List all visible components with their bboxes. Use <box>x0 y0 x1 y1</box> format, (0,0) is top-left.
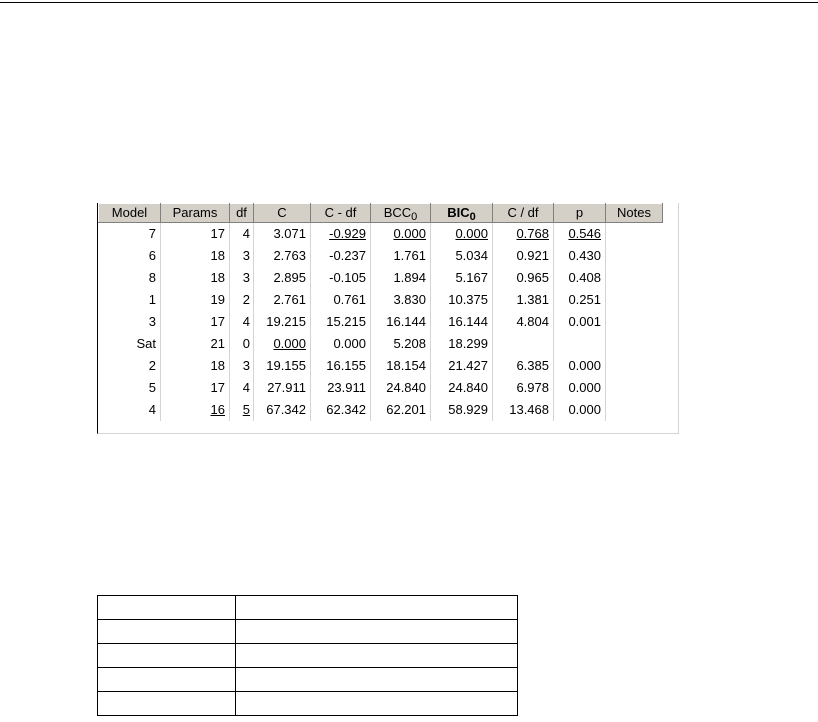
table-row[interactable] <box>99 333 663 355</box>
best-value-marker: 0.000 <box>393 225 426 241</box>
cell-model: 7 <box>99 223 161 245</box>
column-header-subscript: 0 <box>411 211 418 223</box>
table-row[interactable] <box>99 399 663 421</box>
column-header-c_df[interactable] <box>311 204 371 223</box>
cell-model: 1 <box>99 289 161 311</box>
cell-df <box>230 399 254 421</box>
table-row[interactable] <box>99 245 663 267</box>
cell-bic: 24.840 <box>431 377 493 399</box>
table-row[interactable] <box>99 267 663 289</box>
best-value-marker: 0.000 <box>273 335 306 351</box>
cell-model: 5 <box>99 377 161 399</box>
cell-c_over_df: 0.921 <box>493 245 554 267</box>
cell-c_over_df <box>493 223 554 245</box>
column-header-label: Model <box>111 205 148 220</box>
column-header-label: p <box>575 205 584 220</box>
best-value-marker: 5 <box>242 401 250 417</box>
column-header-params[interactable] <box>161 204 230 223</box>
cell-df: 2 <box>230 289 254 311</box>
top-rule <box>0 2 818 3</box>
cell-df: 3 <box>230 245 254 267</box>
cell-params <box>161 399 230 421</box>
column-header-label: Notes <box>617 205 651 220</box>
cell-df: 4 <box>230 311 254 333</box>
cell-bcc: 1.894 <box>371 267 431 289</box>
cell-bcc: 5.208 <box>371 333 431 355</box>
cell-c_df <box>311 223 371 245</box>
column-header-subscript: 0 <box>469 211 476 223</box>
cell-df: 4 <box>230 377 254 399</box>
cell-params: 21 <box>161 333 230 355</box>
cell-c: 3.071 <box>254 223 311 245</box>
column-header-bcc[interactable] <box>371 204 431 223</box>
cell-c_df: -0.237 <box>311 245 371 267</box>
cell-bic: 21.427 <box>431 355 493 377</box>
model-comparison-table <box>98 203 663 421</box>
blank-table-row <box>98 620 518 644</box>
blank-table-row <box>98 692 518 716</box>
cell-c_over_df: 6.978 <box>493 377 554 399</box>
cell-bic: 58.929 <box>431 399 493 421</box>
cell-bcc: 1.761 <box>371 245 431 267</box>
column-header-p[interactable] <box>554 204 606 223</box>
cell-notes <box>606 333 663 355</box>
table-row[interactable] <box>99 311 663 333</box>
column-header-label: Params <box>172 205 218 220</box>
cell-p: 0.000 <box>554 399 606 421</box>
cell-c_over_df <box>493 333 554 355</box>
cell-bcc: 24.840 <box>371 377 431 399</box>
cell-p: 0.251 <box>554 289 606 311</box>
model-comparison-grid <box>97 203 679 434</box>
cell-p: 0.000 <box>554 355 606 377</box>
column-header-bic[interactable] <box>431 204 493 223</box>
cell-c_over_df: 4.804 <box>493 311 554 333</box>
cell-bic: 5.167 <box>431 267 493 289</box>
cell-df: 3 <box>230 267 254 289</box>
cell-params: 18 <box>161 267 230 289</box>
cell-model: Sat <box>99 333 161 355</box>
cell-bic <box>431 223 493 245</box>
cell-notes <box>606 289 663 311</box>
cell-params: 19 <box>161 289 230 311</box>
column-header-c_over_df[interactable] <box>493 204 554 223</box>
cell-params: 18 <box>161 245 230 267</box>
cell-c_over_df: 6.385 <box>493 355 554 377</box>
blank-table-cell <box>236 692 518 716</box>
blank-table-cell <box>236 644 518 668</box>
cell-c_df: 16.155 <box>311 355 371 377</box>
cell-bcc <box>371 223 431 245</box>
cell-model: 6 <box>99 245 161 267</box>
best-value-marker: 0.546 <box>568 225 601 241</box>
blank-table <box>97 595 518 716</box>
column-header-label: BIC <box>447 205 470 220</box>
cell-model: 4 <box>99 399 161 421</box>
cell-bic: 5.034 <box>431 245 493 267</box>
cell-params: 18 <box>161 355 230 377</box>
cell-notes <box>606 355 663 377</box>
blank-table-row <box>98 668 518 692</box>
grid-body <box>99 223 663 421</box>
cell-df: 0 <box>230 333 254 355</box>
cell-p: 0.000 <box>554 377 606 399</box>
cell-model: 2 <box>99 355 161 377</box>
cell-c_df: 15.215 <box>311 311 371 333</box>
best-value-marker: 0.768 <box>516 225 549 241</box>
cell-c_over_df: 1.381 <box>493 289 554 311</box>
cell-c_df: 0.761 <box>311 289 371 311</box>
cell-c <box>254 333 311 355</box>
best-value-marker: 16 <box>210 401 225 417</box>
column-header-label: df <box>236 205 247 220</box>
grid-header-row <box>99 204 663 223</box>
column-header-label: C / df <box>507 205 539 220</box>
blank-table-body <box>98 596 518 716</box>
cell-c: 67.342 <box>254 399 311 421</box>
cell-p: 0.001 <box>554 311 606 333</box>
cell-notes <box>606 267 663 289</box>
column-header-label: BCC <box>383 205 412 220</box>
blank-table-cell <box>98 668 236 692</box>
best-value-marker: -0.929 <box>329 225 366 241</box>
cell-bcc: 18.154 <box>371 355 431 377</box>
cell-c: 2.761 <box>254 289 311 311</box>
blank-table-cell <box>98 692 236 716</box>
column-header-df[interactable] <box>230 204 254 223</box>
cell-c_df: 23.911 <box>311 377 371 399</box>
blank-table-cell <box>236 620 518 644</box>
cell-notes <box>606 399 663 421</box>
cell-model: 8 <box>99 267 161 289</box>
cell-p: 0.430 <box>554 245 606 267</box>
cell-params: 17 <box>161 377 230 399</box>
cell-notes <box>606 311 663 333</box>
cell-p <box>554 333 606 355</box>
cell-bic: 10.375 <box>431 289 493 311</box>
table-row[interactable] <box>99 377 663 399</box>
cell-params: 17 <box>161 223 230 245</box>
blank-table-cell <box>236 668 518 692</box>
cell-notes <box>606 245 663 267</box>
cell-c: 19.215 <box>254 311 311 333</box>
cell-bic: 18.299 <box>431 333 493 355</box>
cell-c_over_df: 13.468 <box>493 399 554 421</box>
blank-table-row <box>98 644 518 668</box>
table-row[interactable] <box>99 289 663 311</box>
cell-p <box>554 223 606 245</box>
cell-bcc: 3.830 <box>371 289 431 311</box>
blank-table-cell <box>98 644 236 668</box>
column-header-c[interactable] <box>254 204 311 223</box>
cell-notes <box>606 377 663 399</box>
cell-c: 19.155 <box>254 355 311 377</box>
cell-p: 0.408 <box>554 267 606 289</box>
table-row[interactable] <box>99 223 663 245</box>
column-header-label: C <box>277 205 287 220</box>
table-row[interactable] <box>99 355 663 377</box>
cell-c_df: -0.105 <box>311 267 371 289</box>
column-header-model[interactable] <box>99 204 161 223</box>
cell-df: 4 <box>230 223 254 245</box>
cell-notes <box>606 223 663 245</box>
blank-table-cell <box>98 596 236 620</box>
cell-bcc: 16.144 <box>371 311 431 333</box>
column-header-notes[interactable] <box>606 204 663 223</box>
cell-bcc: 62.201 <box>371 399 431 421</box>
blank-table-row <box>98 596 518 620</box>
cell-c_df: 0.000 <box>311 333 371 355</box>
cell-c_df: 62.342 <box>311 399 371 421</box>
best-value-marker: 0.000 <box>455 225 488 241</box>
cell-model: 3 <box>99 311 161 333</box>
blank-table-cell <box>236 596 518 620</box>
cell-df: 3 <box>230 355 254 377</box>
cell-bic: 16.144 <box>431 311 493 333</box>
cell-c: 2.895 <box>254 267 311 289</box>
cell-c_over_df: 0.965 <box>493 267 554 289</box>
blank-table-cell <box>98 620 236 644</box>
cell-c: 27.911 <box>254 377 311 399</box>
cell-params: 17 <box>161 311 230 333</box>
cell-c: 2.763 <box>254 245 311 267</box>
column-header-label: C - df <box>324 205 357 220</box>
